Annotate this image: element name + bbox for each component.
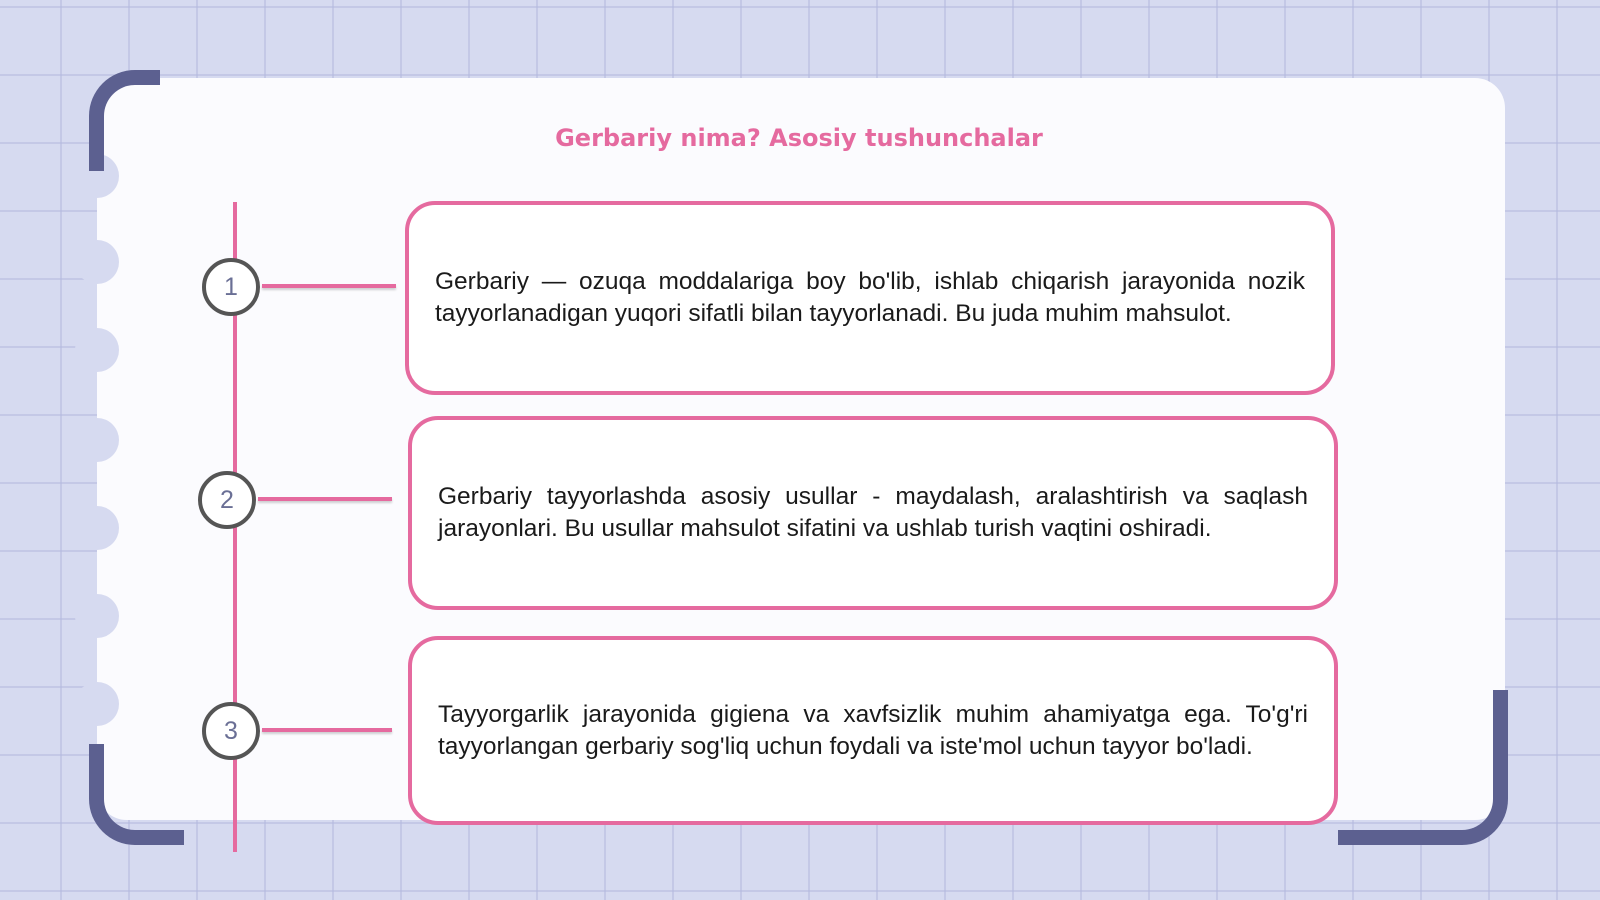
frame-corner-top-left <box>89 70 160 171</box>
slide-title-text: Gerbariy nima? Asosiy tushunchalar <box>555 124 1043 152</box>
frame-corner-bottom-right <box>1338 690 1508 845</box>
step-2-number-badge <box>198 471 256 529</box>
step-2-text: Gerbariy tayyorlashda asosiy usullar - maydalash, aralashtirish va saqlash jarayonlari. Bu usullar mahsulot sifatini va ushlab turish vaqtini oshiradi. <box>438 483 1308 542</box>
frame-corner-bottom-left <box>89 744 184 845</box>
binder-notch <box>75 418 119 462</box>
step-1-card <box>405 201 1335 395</box>
step-3-text: Tayyorgarlik jarayonida gigiena va xavfsizlik muhim ahamiyatga ega. To'g'ri tayyorlangan gerbariy sog'liq uchun foydali va iste'mol uchun tayyor bo'ladi. <box>438 700 1308 760</box>
step-3-card <box>408 636 1338 825</box>
step-2-card <box>408 416 1338 610</box>
binder-notch <box>75 682 119 726</box>
step-1-text: Gerbariy — ozuqa moddalariga boy bo'lib, ishlab chiqarish jarayonida nozik tayyorlanadigan yuqori sifatli bilan tayyorlanadi. Bu juda muhim mahsulot. <box>435 268 1305 327</box>
step-1-number: 1 <box>224 272 238 301</box>
binder-notch <box>75 240 119 284</box>
binder-notch <box>75 594 119 638</box>
step-3-number: 3 <box>224 716 238 745</box>
step-3-number-badge <box>202 702 260 760</box>
binder-notch <box>75 328 119 372</box>
step-1-number-badge <box>202 258 260 316</box>
binder-notch <box>75 506 119 550</box>
step-2-connector <box>258 497 392 501</box>
step-2-number: 2 <box>220 485 234 514</box>
step-3-connector <box>262 728 392 732</box>
slide-title <box>0 124 1600 152</box>
step-1-connector <box>262 284 396 288</box>
